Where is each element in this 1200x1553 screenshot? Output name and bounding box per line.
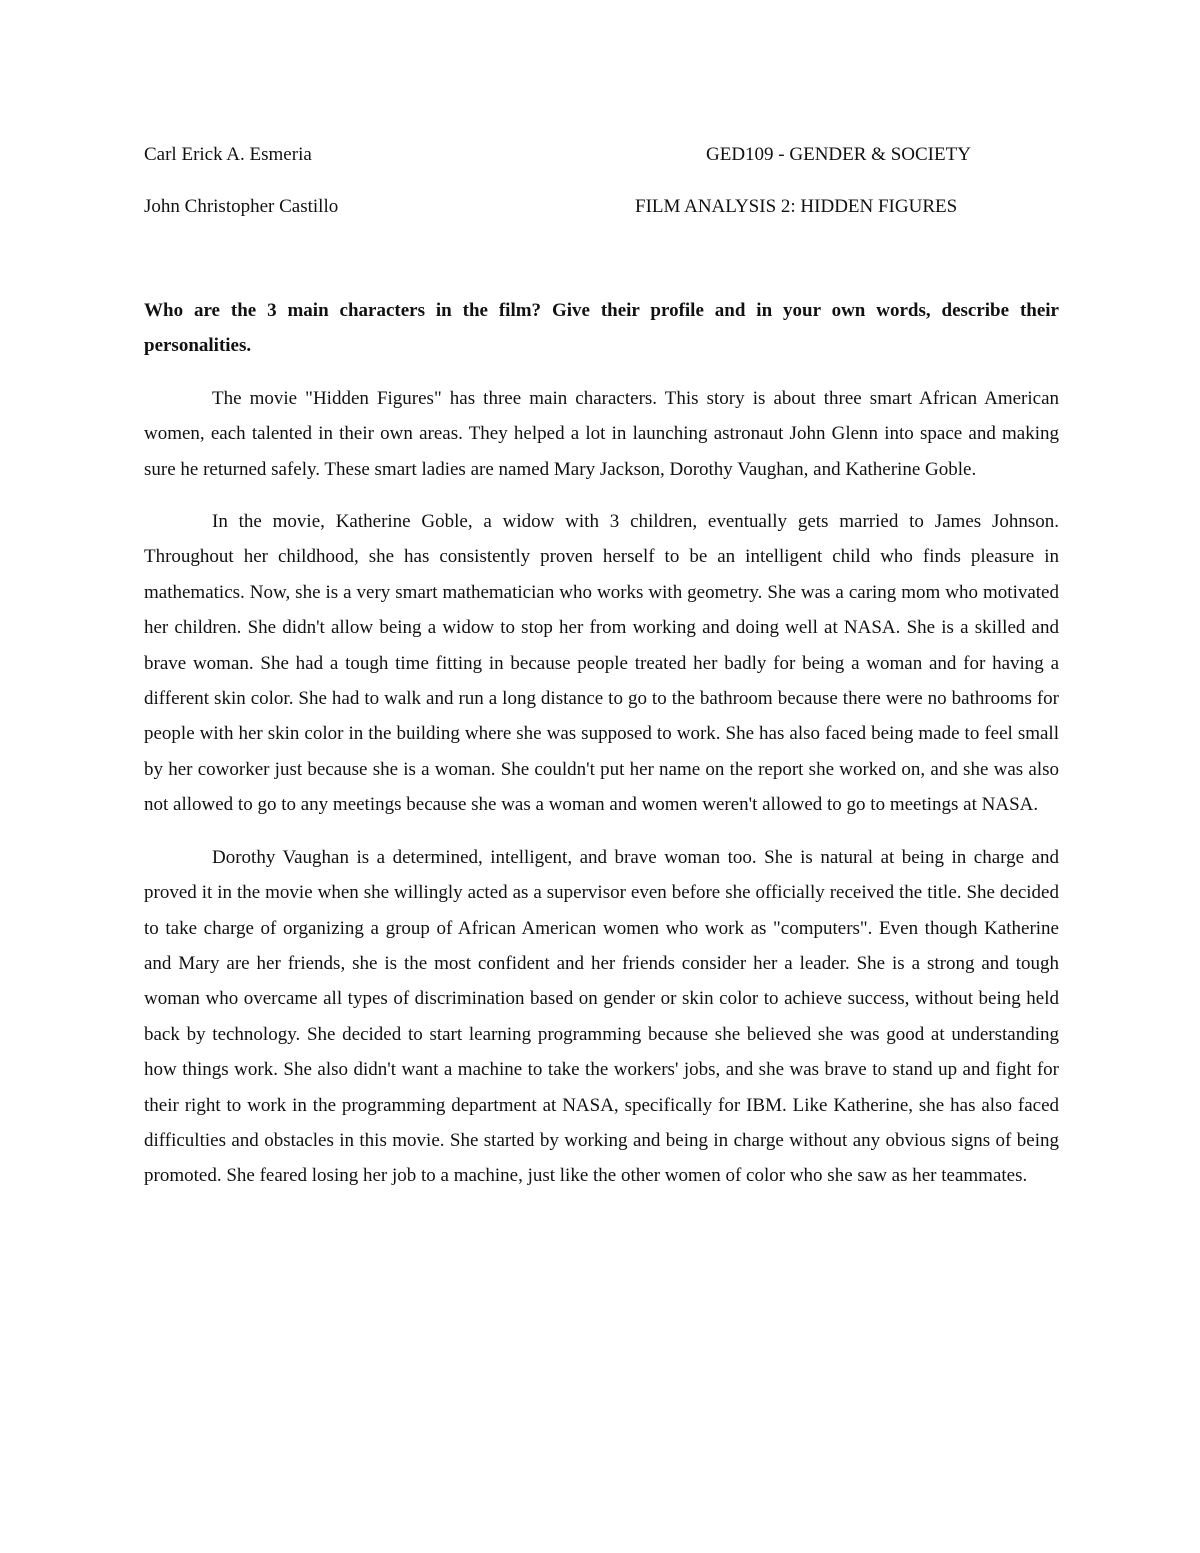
paragraph-intro: The movie "Hidden Figures" has three main characters. This story is about three smart African American women, each talented in their own areas. They helped a lot in launching astronaut John Glenn into space and making sure he returned safely. These smart ladies are named Mary Jackson, Dorothy Vaughan, and Katherine Goble. xyxy=(144,387,1059,480)
document-body xyxy=(144,293,1059,1211)
author-name-2: John Christopher Castillo xyxy=(144,196,339,217)
header-row-2 xyxy=(144,194,1059,220)
assignment-title: FILM ANALYSIS 2: HIDDEN FIGURES xyxy=(635,196,958,217)
header-row-1 xyxy=(144,142,1059,168)
course-title: GED109 - GENDER & SOCIETY xyxy=(706,144,971,165)
author-name-1: Carl Erick A. Esmeria xyxy=(144,144,312,165)
paragraph-dorothy: Dorothy Vaughan is a determined, intelligent, and brave woman too. She is natural at being in charge and proved it in the movie when she willingly acted as a supervisor even before she officially received the title. She decided to take charge of organizing a group of African American women who work as "computers". Even though Katherine and Mary are her friends, she is the most confident and her friends consider her a leader. She is a strong and tough woman who overcame all types of discrimination based on gender or skin color to achieve success, without being held back by technology. She decided to start learning programming because she believed she was good at understanding how things work. She also didn't want a machine to take the workers' jobs, and she was brave to stand up and fight for their right to work in the programming department at NASA, specifically for IBM. Like Katherine, she has also faced difficulties and obstacles in this movie. She started by working and being in charge without any obvious signs of being promoted. She feared losing her job to a machine, just like the other women of color who she saw as her teammates. xyxy=(144,846,1059,1187)
paragraph-katherine: In the movie, Katherine Goble, a widow with 3 children, eventually gets married to James Johnson. Throughout her childhood, she has consistently proven herself to be an intelligent child who finds pleasure in mathematics. Now, she is a very smart mathematician who works with geometry. She was a caring mom who motivated her children. She didn't allow being a widow to stop her from working and doing well at NASA. She is a skilled and brave woman. She had a tough time fitting in because people treated her badly for being a woman and for having a different skin color. She had to walk and run a long distance to go to the bathroom because there were no bathrooms for people with her skin color in the building where she was supposed to work. She has also faced being made to feel small by her coworker just because she is a woman. She couldn't put her name on the report she worked on, and she was also not allowed to go to any meetings because she was a woman and women weren't allowed to go to meetings at NASA. xyxy=(144,511,1059,816)
question-heading: Who are the 3 main characters in the film? Give their profile and in your own words, describe their personalities. xyxy=(144,300,1059,357)
